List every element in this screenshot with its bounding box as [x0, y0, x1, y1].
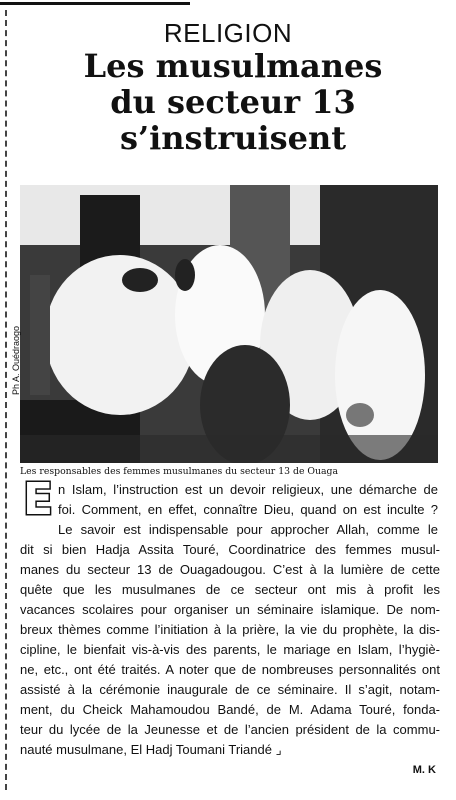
article-line: breux thèmes comme l’initiation à la prière, la vie du prophète, la dis-: [20, 622, 440, 637]
photo-credit: Ph A. Ouédraogo: [11, 325, 21, 395]
article-line: cipline, le bienfait vis-à-vis des parents, le mariage en Islam, l’hygiè-: [20, 642, 440, 657]
headline-line-2: du secteur 13: [110, 83, 356, 121]
article-line: n Islam, l’instruction est un devoir religieux, une démarche de: [58, 482, 438, 497]
drop-cap: [18, 476, 58, 522]
headline-line-3: s’instruisent: [119, 119, 347, 157]
headline-line-1: Les musulmanes: [83, 47, 383, 85]
article-line: nauté musulmane, El Hadj Toumani Triandé ⌟: [20, 742, 282, 757]
column-rule: [5, 10, 7, 790]
top-rule: [0, 2, 190, 5]
article-line: Le savoir est indispensable pour approcher Allah, comme le: [58, 522, 438, 537]
drop-cap-glyph: [18, 476, 58, 522]
article-line: manes du secteur 13 de Ouagadougou. C’est à la lumière de cette: [20, 562, 440, 577]
headline: [10, 48, 456, 156]
author-signature: M. K: [412, 764, 436, 776]
drop-cap-letter: E: [22, 476, 54, 522]
section-kicker: RELIGION: [163, 18, 293, 48]
article-line: ne, etc., ont été traités. A noter que de nombreuses personnalités ont: [20, 662, 440, 677]
photo-scene: [20, 185, 438, 463]
photo-caption: Les responsables des femmes musulmanes du secteur 13 de Ouaga: [20, 466, 339, 477]
article-photo: [20, 185, 438, 463]
article-line: quête que les musulmanes de ce secteur ont mis à profit les: [20, 582, 440, 597]
article-line: ment, du Cheick Mahamoudou Bandé, de M. Adama Touré, fonda-: [20, 702, 440, 717]
article-line: assisté à la cérémonie inaugurale de ce séminaire. Il s’agit, notam-: [20, 682, 440, 697]
article-line: dit si bien Hadja Assita Touré, Coordinatrice des femmes musul-: [20, 542, 440, 557]
article-line: teur du lycée de la Jeunesse et de l’ancien président de la commu-: [20, 722, 440, 737]
article-line: vacances scolaires pour organiser un séminaire islamique. De nom-: [20, 602, 440, 617]
article-line: foi. Comment, en effet, connaître Dieu, quand on est inculte ?: [58, 502, 438, 517]
